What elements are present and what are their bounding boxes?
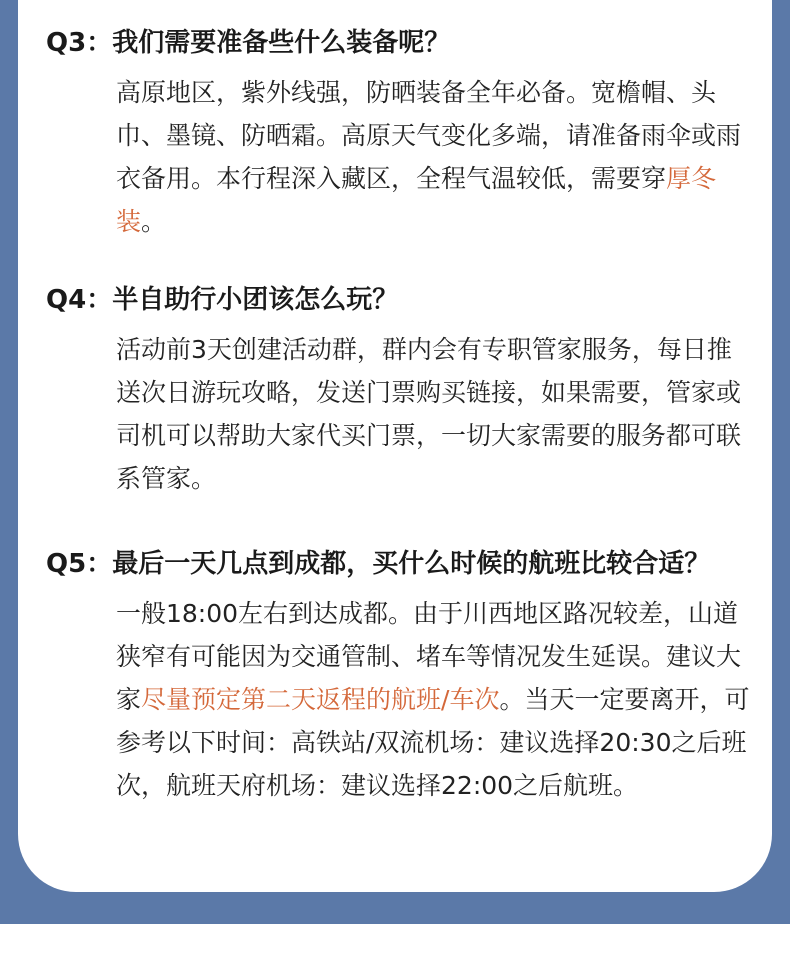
question-label: Q5: [46, 549, 87, 579]
faq-card: [18, 0, 772, 892]
question-colon: ：: [86, 285, 113, 315]
answer-text: [116, 592, 756, 807]
question-heading: [46, 544, 710, 584]
question-colon: ：: [86, 28, 113, 58]
question-colon: ：: [86, 549, 113, 579]
question-label: Q4: [46, 285, 87, 315]
answer-part: 。: [141, 207, 167, 236]
answer-part: 高原地区，紫外线强，防晒装备全年必备。宽檐帽、头巾、墨镜、防晒霜。高原天气变化多端，请准备雨伞或雨衣备用。本行程深入藏区，全程气温较低，需要穿: [116, 78, 742, 193]
answer-highlight: 厚冬装: [116, 164, 717, 236]
answer-text: [116, 71, 756, 243]
question-text: 半自助行小团该怎么玩？: [112, 285, 399, 315]
answer-part: 活动前3天创建活动群，群内会有专职管家服务，每日推送次日游玩攻略，发送门票购买链接，如果需要，管家或司机可以帮助大家代买门票，一切大家需要的服务都可联系管家。: [116, 335, 742, 493]
answer-part: 。当天一定要离开，可参考以下时间：高铁站/双流机场：建议选择20:30之后班次，航班天府机场：建议选择22:00之后航班。: [116, 685, 750, 800]
answer-part: 一般18:00左右到达成都。由于川西地区路况较差，山道狭窄有可能因为交通管制、堵车等情况发生延误。建议大家: [116, 599, 742, 714]
question-text: 我们需要准备些什么装备呢？: [112, 28, 451, 58]
answer-text: [116, 328, 756, 500]
question-text: 最后一天几点到成都，买什么时候的航班比较合适？: [112, 549, 711, 579]
question-heading: [46, 23, 450, 63]
question-label: Q3: [46, 28, 87, 58]
question-heading: [46, 280, 398, 320]
answer-highlight: 尽量预定第二天返程的航班/车次: [141, 685, 500, 714]
